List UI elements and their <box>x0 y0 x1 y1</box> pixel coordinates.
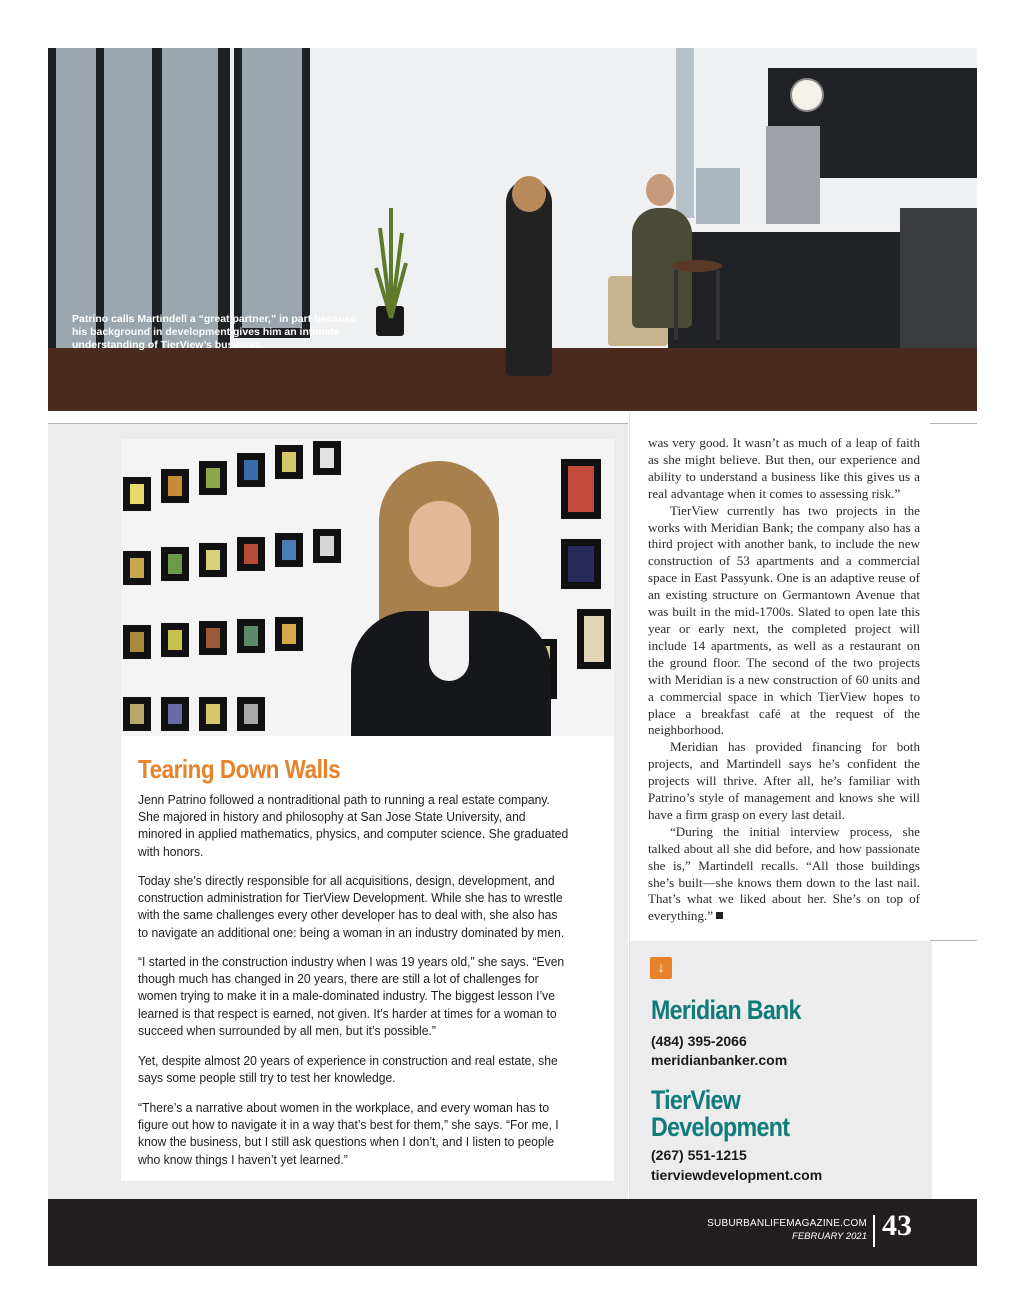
footer-site: SUBURBANLIFEMAGAZINE.COM <box>707 1218 867 1229</box>
developer-phone: (267) 551-1215 <box>651 1147 747 1163</box>
pendant-lamp <box>790 78 824 112</box>
island-countertop <box>668 224 908 232</box>
sidebar-paragraph: Yet, despite almost 20 years of experience in construction and real estate, she says some people still try to test her knowledge. <box>138 1053 558 1086</box>
window-view <box>696 168 740 228</box>
window-frame <box>96 48 104 348</box>
hero-photo <box>48 48 977 411</box>
window-frame <box>302 48 310 338</box>
developer-website-link[interactable]: tierviewdevelopment.com <box>651 1167 823 1183</box>
article-column <box>648 435 920 925</box>
bank-name: Meridian Bank <box>651 995 801 1025</box>
developer-name-line1: TierView <box>651 1085 741 1115</box>
bar-stool-leg <box>716 270 720 340</box>
kitchen-island <box>668 230 900 348</box>
photo-caption <box>72 313 372 352</box>
column-divider <box>629 412 630 1199</box>
developer-name-line2: Development <box>651 1112 790 1142</box>
woman-portrait <box>351 461 551 736</box>
window-frame <box>48 48 56 348</box>
sidebar-paragraph: “I started in the construction industry when I was 19 years old,” she says. “Even though much has changed in 20 years, there are still a lot of challenges for women trying to make it in a male-dominated industry. The biggest lesson I’ve learned is that respect is earned, not given. It’s harder at times for a woman to succeed when surrounded by all men, but it’s possible.” <box>138 954 565 1038</box>
caption-line: understanding of TierView’s business. <box>72 339 264 351</box>
bar-stool <box>672 260 722 272</box>
sidebar-paragraph: “There’s a narrative about women in the workplace, and every woman has to figure out how to navigate it in a way that’s best for them,” she says. “For me, I know the business, but I still ask questions when I don’t, and I listen to people who know things I haven’t yet learned.” <box>138 1100 559 1167</box>
footer-divider <box>873 1215 875 1247</box>
plant-icon <box>374 208 408 328</box>
oven <box>900 208 977 358</box>
page-number: 43 <box>882 1209 912 1242</box>
bank-phone: (484) 395-2066 <box>651 1033 747 1049</box>
article-paragraph: Meridian has provided financing for both projects, and Martindell says he’s confident the projects will thrive. After all, he’s familiar with Patrino’s style of management and knows she will have a firm grasp on every last detail. <box>648 739 920 822</box>
window-view <box>676 48 694 218</box>
article-paragraph-text: “During the initial interview process, she talked about all she did before, and how passionate she is,” Martindell recalls. “All those buildings she’s built—she knows them down to the last nail. That’s what we liked about her. She’s on top of everything.” <box>648 823 920 924</box>
article-paragraph <box>648 824 920 925</box>
window-frame <box>234 48 242 338</box>
window-view <box>240 48 306 338</box>
divider <box>930 940 977 941</box>
sidebar-paragraph: Today she’s directly responsible for all acquisitions, design, development, and construction administration for TierView Development. While she has to wrestle with the same challenges every other developer has to deal with, she also has to navigate an additional one: being a woman in an industry dominated by men. <box>138 873 565 940</box>
divider <box>48 423 628 424</box>
window-view <box>48 48 228 348</box>
portrait-photo <box>121 439 614 736</box>
bank-website-link[interactable]: meridianbanker.com <box>651 1052 788 1068</box>
article-paragraph: TierView currently has two projects in the works with Meridian Bank; the company also has a third project with another bank, to include the new construction of 53 apartments and a commercial space in East Passyunk. One is an adaptive reuse of an existing structure on Germantown Avenue that was built in the mid-1700s. Slated to open late this year or early next, the completed project will include 14 apartments, as well as a restaurant on the ground floor. The second of the two projects with Meridian is a new construction of 60 units and a commercial space in which TierView hopes to place a breakfast café at the request of the neighborhood. <box>648 502 920 738</box>
bar-stool-leg <box>674 270 678 340</box>
article-paragraph: was very good. It wasn’t as much of a leap of faith as she might believe. But then, our experience and ability to understand a business like this gives us a real advantage when it comes to assessing risk.” <box>648 435 920 501</box>
window-frame <box>218 48 230 348</box>
divider <box>930 423 977 424</box>
sidebar-paragraph: Jenn Patrino followed a nontraditional path to running a real estate company. She majored in history and philosophy at San Jose State University, and minored in applied mathematics, physics, and computer science. She graduated with honors. <box>138 792 569 859</box>
arrow-down-icon: ↓ <box>650 957 672 979</box>
caption-line: his background in development gives him an intimate <box>72 326 340 338</box>
end-mark-icon <box>716 912 723 919</box>
woman-figure <box>506 180 552 376</box>
footer-date: FEBRUARY 2021 <box>792 1231 867 1242</box>
sidebar-headline: Tearing Down Walls <box>138 754 341 784</box>
window-frame <box>152 48 162 348</box>
caption-line: Patrino calls Martindell a “great partner,” in part because <box>72 313 357 325</box>
